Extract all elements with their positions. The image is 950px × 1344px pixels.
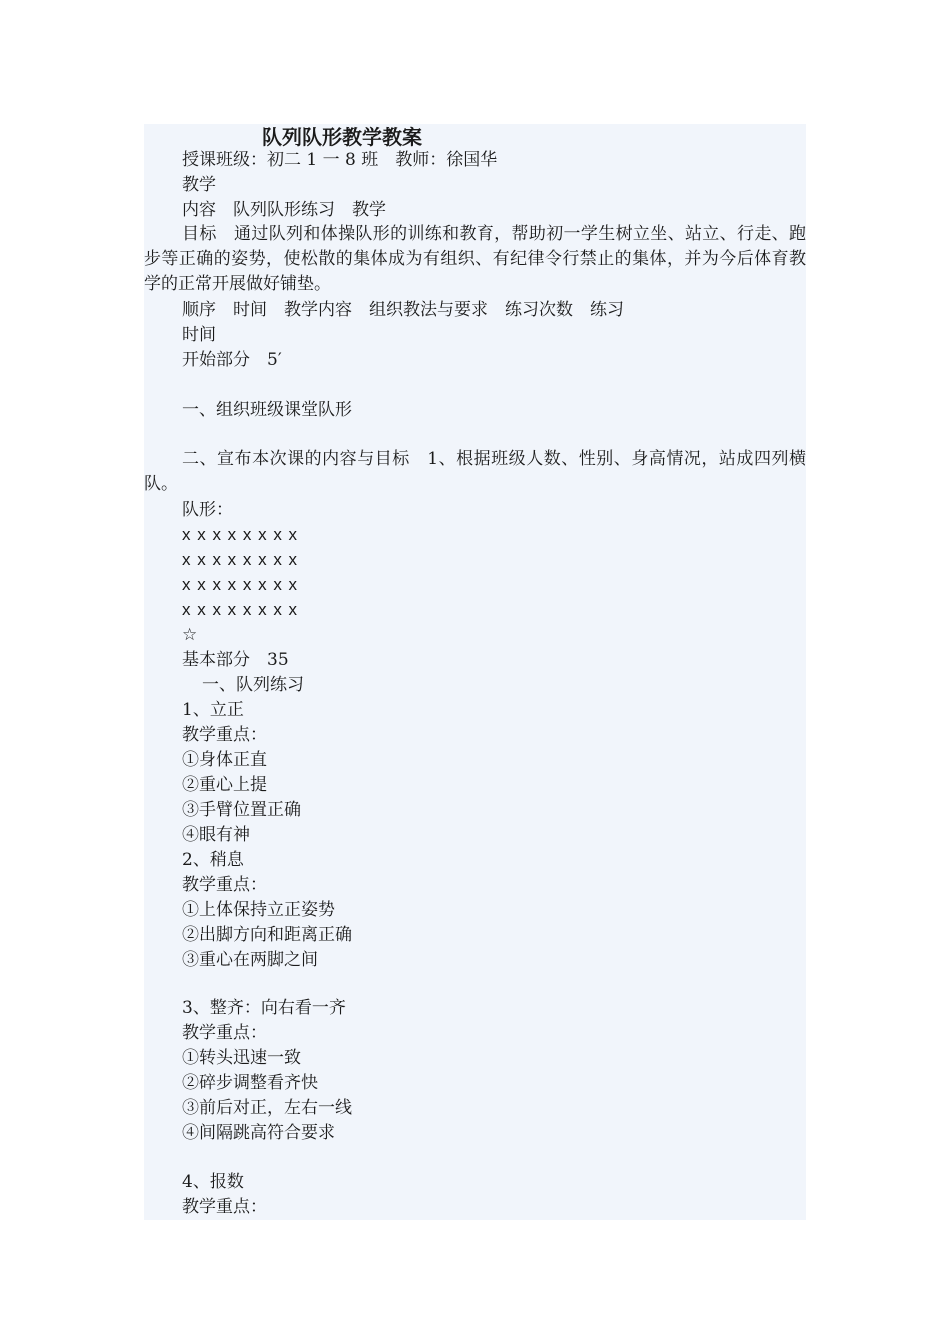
lesson-plan-content: [144, 124, 806, 1220]
teach-label: 教学: [182, 175, 216, 195]
objective-paragraph: 目标 通过队列和体操队形的训练和教育，帮助初一学生树立坐、站立、行走、跑步等正确的姿势，使松散的集体成为有组织、有纪律令行禁止的集体，并为今后体育教学的正常开展做好铺垫。: [144, 224, 806, 294]
content-line: 内容 队列队形练习 教学: [182, 200, 386, 220]
organize-formation-item: 一、组织班级课堂队形: [182, 400, 352, 420]
item1-point: ③手臂位置正确: [182, 800, 301, 820]
item2-point: ③重心在两脚之间: [182, 950, 318, 970]
item3-title: 3、整齐：向右看一齐: [182, 998, 346, 1018]
item3-point: ②碎步调整看齐快: [182, 1073, 318, 1093]
teacher-star-marker: ☆: [182, 625, 198, 645]
formation-row: x x x x x x x x: [182, 525, 299, 544]
item4-title: 4、报数: [182, 1172, 244, 1192]
item2-point: ②出脚方向和距离正确: [182, 925, 352, 945]
formation-row: x x x x x x x x: [182, 575, 299, 594]
document-title: 队列队形教学教案: [262, 125, 422, 149]
time-label: 时间: [182, 325, 216, 345]
item4-key-points-label: 教学重点：: [182, 1197, 267, 1217]
formation-row: x x x x x x x x: [182, 600, 299, 619]
drill-heading: 一、队列练习: [202, 675, 304, 695]
item1-point: ②重心上提: [182, 775, 267, 795]
item1-point: ①身体正直: [182, 750, 267, 770]
table-header-line: 顺序 时间 教学内容 组织教法与要求 练习次数 练习: [182, 300, 624, 320]
item2-title: 2、稍息: [182, 850, 244, 870]
formation-row: x x x x x x x x: [182, 550, 299, 569]
class-teacher-line: 授课班级：初二 1 一 8 班 教师：徐国华: [182, 150, 498, 170]
item1-point: ④眼有神: [182, 825, 250, 845]
item1-title: 1、立正: [182, 700, 244, 720]
item3-point: ④间隔跳高符合要求: [182, 1123, 335, 1143]
announce-paragraph: 二、宣布本次课的内容与目标 1、根据班级人数、性别、身高情况，站成四列横队。: [144, 449, 806, 494]
basic-section-label: 基本部分 35: [182, 650, 289, 670]
item2-point: ①上体保持立正姿势: [182, 900, 335, 920]
formation-label: 队形：: [182, 500, 233, 520]
item3-point: ①转头迅速一致: [182, 1048, 301, 1068]
item3-key-points-label: 教学重点：: [182, 1023, 267, 1043]
item2-key-points-label: 教学重点：: [182, 875, 267, 895]
start-section-label: 开始部分 5′: [182, 350, 282, 370]
item3-point: ③前后对正，左右一线: [182, 1098, 352, 1118]
item1-key-points-label: 教学重点：: [182, 725, 267, 745]
